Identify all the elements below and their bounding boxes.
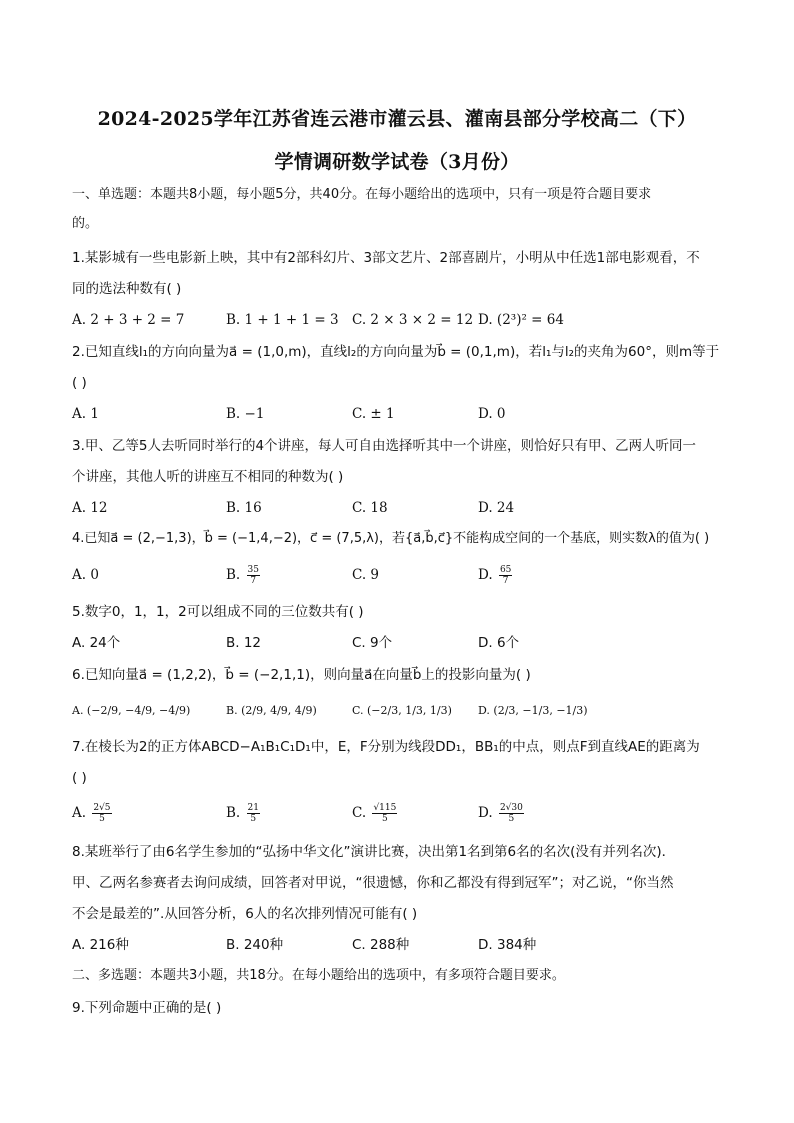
q1-option-c: C. 2 × 3 × 2 = 12 [352,312,474,328]
q7-option-c-letter: C. [352,805,367,821]
q5-option-c: C. 9个 [352,635,393,651]
q7-option-c [352,803,397,824]
q4-option-d-fraction [499,565,512,586]
question-2-stem: 2.已知直线l₁的方向向量为a⃗ = (1,0,m)，直线l₂的方向向量为b⃗ = (0,1,m)，若l₁与l₂的夹角为60°，则m等于 [72,344,720,360]
q1-option-a: A. 2 + 3 + 2 = 7 [72,312,185,328]
fraction-denominator: 5 [250,814,257,824]
question-8-stem: 8.某班举行了由6名学生参加的“弘扬中华文化”演讲比赛，决出第1名到第6名的名次(没有并列名次)． [72,844,676,860]
q7-option-a-letter: A. [72,805,87,821]
question-6-stem: 6.已知向量a⃗ = (1,2,2)，b⃗ = (−2,1,1)，则向量a⃗在向量b⃗上的投影向量为( ) [72,667,531,683]
q4-option-a: A. 0 [72,567,99,583]
q4-option-b [226,565,260,586]
q2-option-d: D. 0 [478,406,506,422]
question-7-stem: 7.在棱长为2的正方体ABCD−A₁B₁C₁D₁中，E，F分别为线段DD₁，BB₁的中点，则点F到直线AE的距离为 [72,739,700,755]
section1-heading-cont: 的。 [72,216,99,231]
question-4-stem: 4.已知a⃗ = (2,−1,3)，b⃗ = (−1,4,−2)，c⃗ = (7,5,λ)，若{a⃗,b⃗,c⃗}不能构成空间的一个基底，则实数λ的值为( ) [72,531,710,546]
fraction-denominator: 5 [508,814,515,824]
q5-option-b: B. 12 [226,635,262,651]
fraction-denominator: 7 [250,576,257,586]
question-9-stem: 9.下列命题中正确的是( ) [72,1000,222,1016]
q2-option-b: B. −1 [226,406,265,422]
question-2-stem-cont: ( ) [72,375,87,391]
q5-option-a: A. 24个 [72,635,121,651]
question-7-stem-cont: ( ) [72,770,87,786]
fraction-numerator: 2√30 [499,803,523,813]
fraction-numerator: 35 [247,565,259,575]
question-3-stem-cont: 个讲座，其他人听的讲座互不相同的种数为( ) [72,469,344,485]
q7-option-c-fraction [372,803,397,824]
q1-option-d: D. (2³)² = 64 [478,312,564,328]
q6-option-b: B. (2/9, 4/9, 4/9) [226,704,317,717]
fraction-denominator: 5 [99,814,105,824]
question-8-stem-cont: 甲、乙两名参赛者去询问成绩，回答者对甲说，“很遗憾，你和乙都没有得到冠军”；对乙说，“你当然 [72,875,674,891]
q8-option-a: A. 216种 [72,937,129,953]
q4-option-d-letter: D. [478,567,493,583]
q8-option-c: C. 288种 [352,937,410,953]
q7-option-d [478,803,524,824]
question-5-stem: 5.数字0，1，1，2可以组成不同的三位数共有( ) [72,604,364,620]
q1-option-b: B. 1 + 1 + 1 = 3 [226,312,339,328]
q8-option-b: B. 240种 [226,937,284,953]
q4-option-b-letter: B. [226,567,241,583]
q7-option-a [72,803,112,824]
q3-option-a: A. 12 [72,500,108,516]
q7-option-d-letter: D. [478,805,493,821]
q7-option-d-fraction [499,803,524,824]
q8-option-d: D. 384种 [478,937,537,953]
fraction-denominator: 7 [502,576,509,586]
q6-option-d: D. (2/3, −1/3, −1/3) [478,704,588,717]
q6-option-c: C. (−2/3, 1/3, 1/3) [352,704,452,717]
fraction-numerator: √115 [373,803,397,813]
q5-option-d: D. 6个 [478,635,520,651]
question-1-stem-cont: 同的选法种数有( ) [72,281,182,297]
q7-option-a-fraction [92,803,111,824]
fraction-numerator: 65 [499,565,512,575]
q3-option-d: D. 24 [478,500,515,516]
section2-heading: 二、多选题：本题共3小题，共18分。在每小题给出的选项中，有多项符合题目要求。 [72,968,565,983]
q2-option-c: C. ± 1 [352,406,395,422]
q7-option-b-fraction [247,803,260,824]
question-8-stem-cont2: 不会是最差的”.从回答分析，6人的名次排列情况可能有( ) [72,906,418,922]
q6-option-a: A. (−2/9, −4/9, −4/9) [72,704,191,717]
q4-option-d [478,565,512,586]
exam-title-line2: 学情调研数学试卷（3月份） [274,151,520,173]
question-1-stem: 1.某影城有一些电影新上映，其中有2部科幻片、3部文艺片、2部喜剧片，小明从中任选1部电影观看，不 [72,250,700,266]
q3-option-c: C. 18 [352,500,388,516]
exam-title-line1: 2024-2025学年江苏省连云港市灌云县、灌南县部分学校高二（下） [97,108,697,130]
fraction-numerator: 2√5 [93,803,111,813]
fraction-numerator: 21 [247,803,259,813]
fraction-denominator: 5 [382,814,388,824]
q3-option-b: B. 16 [226,500,262,516]
q2-option-a: A. 1 [72,406,99,422]
q4-option-b-fraction [247,565,260,586]
q7-option-b-letter: B. [226,805,241,821]
q4-option-c: C. 9 [352,567,380,583]
q7-option-b [226,803,260,824]
question-3-stem: 3.甲、乙等5人去听同时举行的4个讲座，每人可自由选择听其中一个讲座，则恰好只有甲、乙两人听同一 [72,438,697,454]
section1-heading: 一、单选题：本题共8小题，每小题5分，共40分。在每小题给出的选项中，只有一项是符合题目要求 [72,187,652,202]
